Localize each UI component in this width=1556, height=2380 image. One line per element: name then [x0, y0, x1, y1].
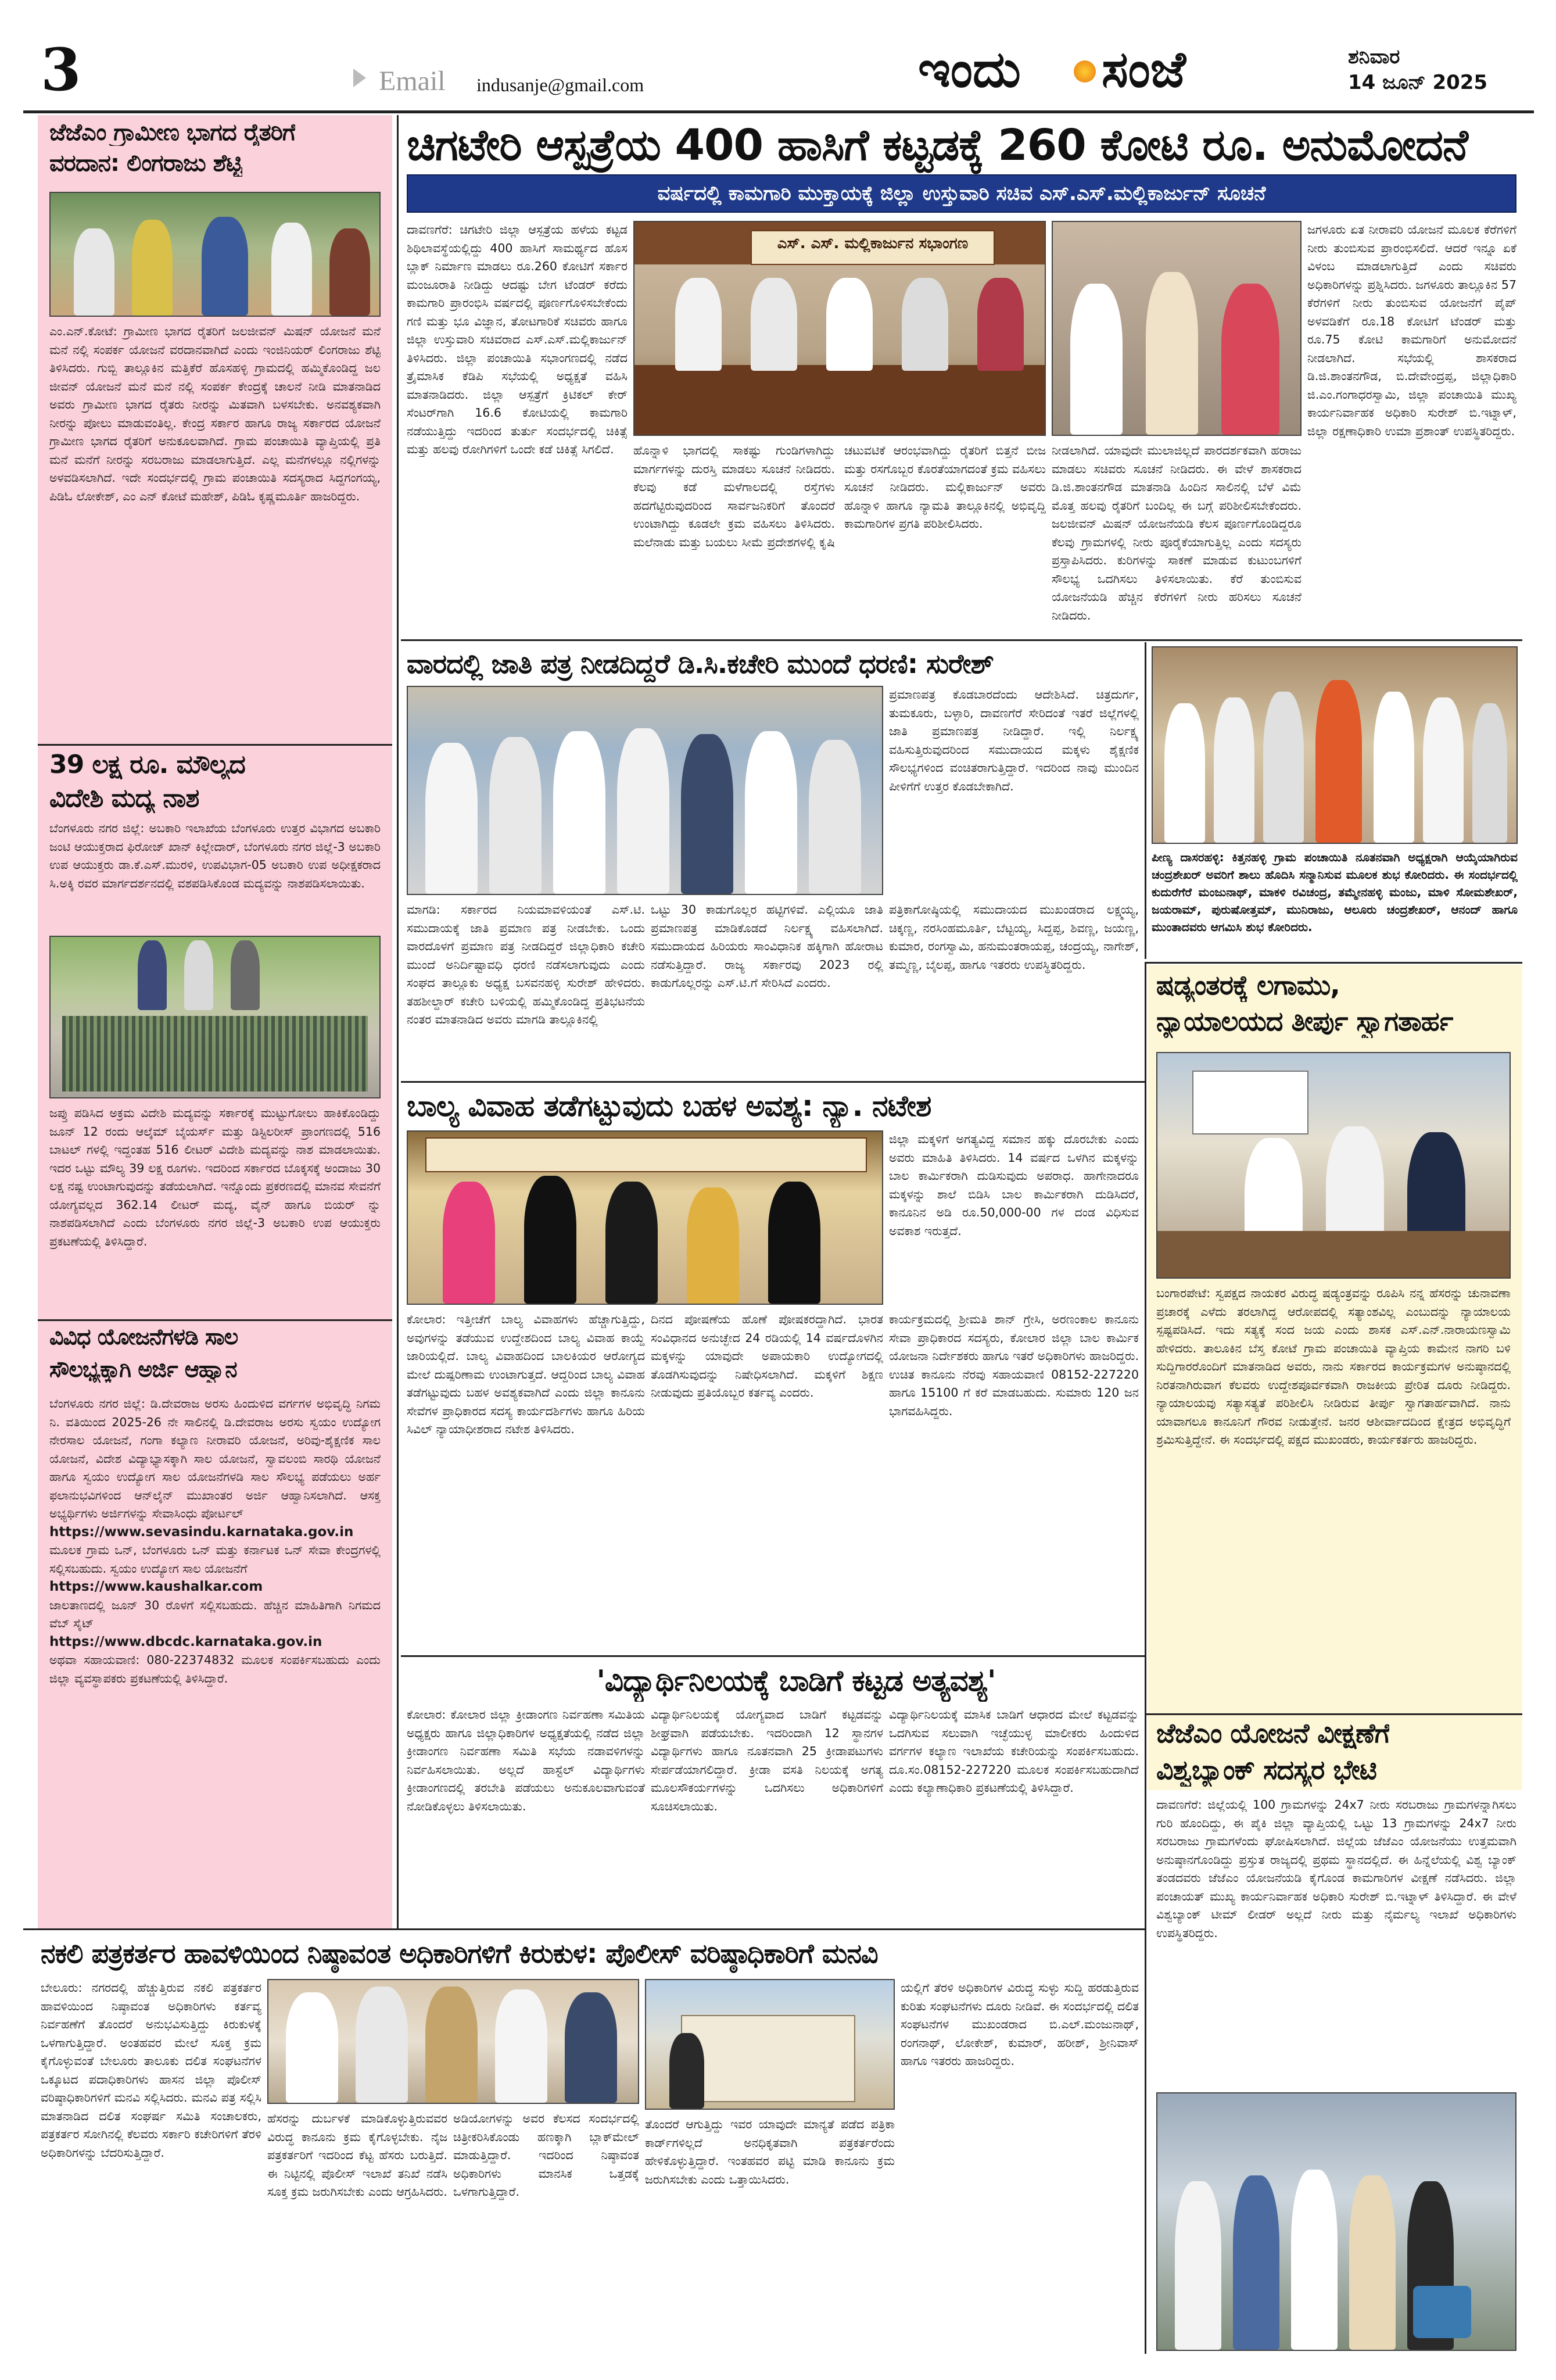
article-text: ಅಡಿಯೋಗಳನ್ನು ಅವರ ಕೆಲಸದ ಸಂದರ್ಭದಲ್ಲಿ ಚಿತ್ರೀಕರಿಸಿಕೊಂಡು ಹಣಕ್ಕಾಗಿ ಬ್ಲಾಕ್‌ಮೇಲ್ ಮಾಡುತ್ತಿದ್ದಾರೆ. ಇದರಿಂದ ನಿಷ್ಠಾವಂತ ಅಧಿಕಾರಿಗಳು ಮಾನಸಿಕ ಒತ್ತಡಕ್ಕೆ ಒಳಗಾಗುತ್ತಿದ್ದಾರೆ.: [453, 2111, 639, 2199]
photo-worldbank-visit: [1156, 2092, 1516, 2351]
article-text: ಕೋಲಾರ: ಕೋಲಾರ ಜಿಲ್ಲಾ ಕ್ರೀಡಾಂಗಣ ನಿರ್ವಹಣಾ ಸಮಿತಿಯ ಅಧ್ಯಕ್ಷರು ಹಾಗೂ ಜಿಲ್ಲಾಧಿಕಾರಿಗಳ ಅಧ್ಯಕ್ಷತೆಯಲ್ಲಿ ನಡೆದ ಜಿಲ್ಲಾ ಕ್ರೀಡಾಂಗಣ ನಿರ್ವಹಣಾ ಸಮಿತಿ ಸಭೆಯ ನಡಾವಳಿಗಳನ್ನು ನಿರ್ವಹಿಸಲಾಯಿತು. ಅಲ್ಲದೆ ಹಾಸ್ಟೆಲ್ ವಿದ್ಯಾರ್ಥಿಗಳು ಕ್ರೀಡಾಂಗಣದಲ್ಲಿ ತರಬೇತಿ ಪಡೆಯಲು ಅನುಕೂಲವಾಗುವಂತೆ ನೋಡಿಕೊಳ್ಳಲು ತಿಳಿಸಲಾಯಿತು.: [407, 1708, 645, 1813]
logo-left: ಇಂದು: [918, 41, 1021, 99]
photo-banner-text: ಎಸ್. ಎಸ್. ಮಲ್ಲಿಕಾರ್ಜುನ ಸಭಾಂಗಣ: [777, 235, 969, 252]
headline: ನ್ಯಾಯಾಲಯದ ತೀರ್ಪು ಸ್ವಾಗತಾರ್ಹ: [1156, 1005, 1453, 1037]
divider: [38, 1319, 392, 1321]
photo-kdp-meeting: [633, 221, 1046, 436]
logo-right: ಸಂಜೆ: [1102, 41, 1186, 99]
lead-headline: ಚಿಗಟೇರಿ ಆಸ್ಪತ್ರೆಯ 400 ಹಾಸಿಗೆ ಕಟ್ಟಡಕ್ಕೆ 260 ಕೋಟಿ ರೂ. ಅನುಮೋದನೆ: [407, 120, 1468, 170]
headline: ವಾರದಲ್ಲಿ ಜಾತಿ ಪತ್ರ ನೀಡದಿದ್ದರೆ ಡಿ.ಸಿ.ಕಚೇರಿ ಮುಂದೆ ಧರಣಿ: ಸುರೇಶ್: [407, 648, 994, 679]
headline: ಸೌಲಭ್ಯಕ್ಕಾಗಿ ಅರ್ಜಿ ಆಹ್ವಾನ: [49, 1357, 237, 1382]
article-text: ಜಪ್ತು ಪಡಿಸಿದ ಅಕ್ರಮ ವಿದೇಶಿ ಮದ್ಯವನ್ನು ಸರ್ಕಾರಕ್ಕೆ ಮುಟ್ಟುಗೋಲು ಹಾಕಿಕೊಂಡಿದ್ದು ಜೂನ್ 12 ರಂದು ಆಲ್ಕೆಮ್ ಬೈಯರ್ಸ್ ಮತ್ತು ಡಿಸ್ಟಿಲರೀಸ್ ಪ್ರಾಂಗಣದಲ್ಲಿ 516 ಬಾಟಲ್ ಗಳಲ್ಲಿ ಇದ್ದಂತಹ 516 ಲೀಟರ್ ವಿದೇಶಿ ಮದ್ಯವನ್ನು ನಾಶ ಮಾಡಲಾಯಿತು. ಇದರ ಒಟ್ಟು ಮೌಲ್ಯ 39 ಲಕ್ಷ ರೂಗಳು. ಇದರಿಂದ ಸರ್ಕಾರದ ಬೊಕ್ಕಸಕ್ಕೆ ಅಂದಾಜು 30 ಲಕ್ಷ ನಷ್ಟ ಉಂಟಾಗುವುದನ್ನು ತಡೆಯಲಾಗಿದೆ. ಇನ್ನೊಂದು ಪ್ರಕರಣದಲ್ಲಿ ಮಾನವ ಸೇವನೆಗೆ ಯೋಗ್ಯವಲ್ಲದ 362.14 ಲೀಟರ್ ಮದ್ಯ, ವೈನ್ ಹಾಗೂ ಬಿಯರ್ ನ್ನು ನಾಶಪಡಿಸಲಾಗಿದೆ ಎಂದು ಬೆಂಗಳೂರು ನಗರ ಜಿಲ್ಲೆ-3 ಅಬಕಾರಿ ಉಪ ಆಯುಕ್ತರು ಪ್ರಕಟಣೆಯಲ್ಲಿ ತಿಳಿಸಿದ್ದಾರೆ.: [49, 1106, 381, 1248]
article-text: ತೊಂದರೆ ಆಗುತ್ತಿದ್ದು ಇವರ ಯಾವುದೇ ಮಾನ್ಯತೆ ಪಡೆದ ಪತ್ರಿಕಾ ಕಾರ್ಡ್‌ಗಳಿಲ್ಲದೆ ಅನಧಿಕೃತವಾಗಿ ಪತ್ರಕರ್ತರೆಂದು ಹೇಳಿಕೊಳ್ಳುತ್ತಿದ್ದಾರೆ. ಇಂತಹವರ ಪಟ್ಟಿ ಮಾಡಿ ಕಾನೂನು ಕ್ರಮ ಜರುಗಿಸಬೇಕು ಎಂದು ಒತ್ತಾಯಿಸಿದರು.: [645, 2117, 895, 2186]
headline: ಜೆಜೆಎಂ ಗ್ರಾಮೀಣ ಭಾಗದ ರೈತರಿಗೆ: [49, 119, 296, 146]
headline: 'ವಿದ್ಯಾರ್ಥಿನಿಲಯಕ್ಕೆ ಬಾಡಿಗೆ ಕಟ್ಟಡ ಅತ್ಯವಶ್ಯ': [596, 1664, 996, 1698]
lead-subheadline-bar: [407, 174, 1516, 213]
email-address: indusanje@gmail.com: [476, 74, 644, 95]
link-dbcdc[interactable]: https://www.dbcdc.karnataka.gov.in: [49, 1634, 322, 1649]
divider: [401, 639, 1522, 641]
photo-felicitation: [1152, 646, 1518, 844]
article-text: ಕಾರ್ಯಕ್ರಮದಲ್ಲಿ ಶ್ರೀಮತಿ ಶಾನ್ ಗ್ರೇಸಿ, ಅರಣಂಕಾಲ ಕಾನೂನು ಸೇವಾ ಪ್ರಾಧಿಕಾರದ ಸದಸ್ಯರು, ಕೋಲಾರ ಜಿಲ್ಲಾ ಬಾಲ ಕಾರ್ಮಿಕ ಯೋಜನಾ ನಿರ್ದೇಶಕರು ಹಾಗೂ ಇತರೆ ಅಧಿಕಾರಿಗಳು ಹಾಜರಿದ್ದರು. ಉಚಿತ ಕಾನೂನು ನೆರವು ಸಹಾಯವಾಣಿ 08152-227220 ಹಾಗೂ 15100 ಗೆ ಕರೆ ಮಾಡಬಹುದು. ಸುಮಾರು 120 ಜನ ಭಾಗವಹಿಸಿದ್ದರು.: [889, 1312, 1139, 1418]
divider: [401, 1655, 1145, 1657]
photo-caption: ಪೀಣ್ಯ ದಾಸರಹಳ್ಳಿ: ಕಿತ್ತನಹಳ್ಳಿ ಗ್ರಾಮ ಪಂಚಾಯಿತಿ ನೂತನವಾಗಿ ಅಧ್ಯಕ್ಷರಾಗಿ ಆಯ್ಕೆಯಾಗಿರುವ ಚಂದ್ರಶೇಖರ್ ಅವರಿಗೆ ಶಾಲು ಹೊದಿಸಿ ಸನ್ಮಾನಿಸುವ ಮೂಲಕ ಶುಭ ಕೋರಿದರು. ಈ ಸಂದರ್ಭದಲ್ಲಿ ಕುದುರೆಗೆರೆ ಮಂಜುನಾಥ್, ಮಾಕಳಿ ರವಿಚಂದ್ರ, ತಮ್ಮೇನಹಳ್ಳಿ ಮಂಜು, ಮಾಳಿ ಸೋಮಶೇಖರ್, ಜಯರಾಮ್, ಪುರುಷೋತ್ತಮ್, ಮುನಿರಾಜು, ಆಲೂರು ಚಂದ್ರಶೇಖರ್, ಆನಂದ್ ಹಾಗೂ ಮುಂತಾದವರು ಆಗಮಿಸಿ ಶುಭ ಕೋರಿದರು.: [1152, 850, 1518, 934]
article-text: ಹೆಸರನ್ನು ದುರ್ಬಳಕೆ ಮಾಡಿಕೊಳ್ಳುತ್ತಿರುವವರ ವಿರುದ್ಧ ಕಾನೂನು ಕ್ರಮ ಕೈಗೊಳ್ಳಬೇಕು. ನೈಜ ಪತ್ರಕರ್ತರಿಗೆ ಇದರಿಂದ ಕೆಟ್ಟ ಹೆಸರು ಬರುತ್ತಿದೆ. ಈ ನಿಟ್ಟಿನಲ್ಲಿ ಪೊಲೀಸ್ ಇಲಾಖೆ ತನಿಖೆ ನಡೆಸಿ ಸೂಕ್ತ ಕ್ರಮ ಜರುಗಿಸಬೇಕು ಎಂದು ಆಗ್ರಹಿಸಿದರು.: [267, 2111, 447, 2199]
headline: ವಿದೇಶಿ ಮದ್ಯ ನಾಶ: [49, 783, 199, 813]
photo-liquor-destroyed: [49, 936, 381, 1098]
issue-day: ಶನಿವಾರ: [1348, 45, 1400, 69]
divider: [401, 1081, 1145, 1083]
article-text: ಬೆಂಗಳೂರು ನಗರ ಜಿಲ್ಲೆ: ಡಿ.ದೇವರಾಜ ಅರಸು ಹಿಂದುಳಿದ ವರ್ಗಗಳ ಅಭಿವೃದ್ಧಿ ನಿಗಮ ನಿ. ವತಿಯಿಂದ 2025-26 ನೇ ಸಾಲಿನಲ್ಲಿ ಡಿ.ದೇವರಾಜ ಅರಸು ಸ್ವಯಂ ಉದ್ಯೋಗ ನೇರಸಾಲ ಯೋಜನೆ, ಗಂಗಾ ಕಲ್ಯಾಣ ನೀರಾವರಿ ಯೋಜನೆ, ಅರಿವು-ಶೈಕ್ಷಣಿಕ ಸಾಲ ಯೋಜನೆ, ವಿದೇಶ ವಿದ್ಯಾಭ್ಯಾಸಕ್ಕಾಗಿ ಸಾಲ ಯೋಜನೆ, ಸ್ವಾವಲಂಬಿ ಸಾರಥಿ ಯೋಜನೆ ಹಾಗೂ ಸ್ವಯಂ ಉದ್ಯೋಗ ಸಾಲ ಯೋಜನೆಗಳಡಿ ಸಾಲ ಸೌಲಭ್ಯ ಪಡೆಯಲು ಅರ್ಹ ಫಲಾನುಭವಿಗಳಿಂದ ಆನ್‌ಲೈನ್ ಮುಖಾಂತರ ಅರ್ಜಿ ಆಹ್ವಾನಿಸಲಾಗಿದೆ. ಆಸಕ್ತ ಅಭ್ಯರ್ಥಿಗಳು ಅರ್ಜಿಗಳನ್ನು ಸೇವಾಸಿಂಧು ಪೋರ್ಟಲ್ https://www.sevasindu.karnataka.gov.in ಮೂಲಕ ಗ್ರಾಮ ಒನ್, ಬೆಂಗಳೂರು ಒನ್ ಮತ್ತು ಕರ್ನಾಟಕ ಒನ್ ಸೇವಾ ಕೇಂದ್ರಗಳಲ್ಲಿ ಸಲ್ಲಿಸಬಹುದು. ಸ್ವಯಂ ಉದ್ಯೋಗ ಸಾಲ ಯೋಜನೆಗೆ https://www.kaushalkar.com ಜಾಲತಾಣದಲ್ಲಿ ಜೂನ್ 30 ರೊಳಗೆ ಸಲ್ಲಿಸಬಹುದು. ಹೆಚ್ಚಿನ ಮಾಹಿತಿಗಾಗಿ ನಿಗಮದ ವೆಬ್ ಸೈಟ್ https://www.dbcdc.karnataka.gov.in ಅಥವಾ ಸಹಾಯವಾಣಿ: 080-22374832 ಮೂಲಕ ಸಂಪರ್ಕಿಸಬಹುದು ಎಂದು ಜಿಲ್ಲಾ ವ್ಯವಸ್ಥಾಪಕರು ಪ್ರಕಟಣೆಯಲ್ಲಿ ತಿಳಿಸಿದ್ದಾರೆ.: [49, 1397, 381, 1685]
lead-subheadline: ವರ್ಷದಲ್ಲಿ ಕಾಮಗಾರಿ ಮುಕ್ತಾಯಕ್ಕೆ ಜಿಲ್ಲಾ ಉಸ್ತುವಾರಿ ಸಚಿವ ಎಸ್.ಎಸ್.ಮಲ್ಲಿಕಾರ್ಜುನ್ ಸೂಚನೆ: [657, 182, 1266, 205]
logo: [906, 41, 1232, 105]
headline: ಷಡ್ಯಂತರಕ್ಕೆ ಲಗಾಮು,: [1156, 969, 1340, 1001]
article-text: ದಾವಣಗೆರೆ: ಜಿಲ್ಲೆಯಲ್ಲಿ 100 ಗ್ರಾಮಗಳನ್ನು 24x7 ನೀರು ಸರಬರಾಜು ಗ್ರಾಮಗಳನ್ನಾಗಿಸಲು ಗುರಿ ಹೊಂದಿದ್ದು, ಈ ಪೈಕಿ ಜಿಲ್ಲಾ ವ್ಯಾಪ್ತಿಯಲ್ಲಿ ಒಟ್ಟು 13 ಗ್ರಾಮಗಳನ್ನು 24x7 ನೀರು ಸರಬರಾಜು ಗ್ರಾಮಗಳೆಂದು ಘೋಷಿಸಲಾಗಿದೆ. ಜಿಲ್ಲೆಯ ಜೆಜೆಎಂ ಯೋಜನೆಯು ಉತ್ತಮವಾಗಿ ಅನುಷ್ಠಾನಗೊಂಡಿದ್ದು ಪ್ರಸ್ತುತ ರಾಜ್ಯದಲ್ಲಿ ಪ್ರಥಮ ಸ್ಥಾನದಲ್ಲಿದೆ. ಈ ಹಿನ್ನೆಲೆಯಲ್ಲಿ ವಿಶ್ವ ಬ್ಯಾಂಕ್ ತಂಡದವರು ಜೆಜೆಎಂ ಯೋಜನೆಯಡಿ ಕೈಗೊಂಡ ಕಾಮಗಾರಿಗಳ ವೀಕ್ಷಣೆ ನಡೆಸಿದರು. ಜಿಲ್ಲಾ ಪಂಚಾಯತ್ ಮುಖ್ಯ ಕಾರ್ಯನಿರ್ವಾಹಕ ಅಧಿಕಾರಿ ಸುರೇಶ್ ಬಿ.ಇಟ್ನಾಳ್ ತಿಳಿಸಿದ್ದಾರೆ. ಈ ವೇಳೆ ವಿಶ್ವಬ್ಯಾಂಕ್ ಟೀಮ್ ಲೀಡರ್ ಅಲ್ಲದೆ ನೀರು ಮತ್ತು ನೈರ್ಮಲ್ಯ ಇಲಾಖೆ ಅಧಿಕಾರಿಗಳು ಉಪಸ್ಥಿತರಿದ್ದರು.: [1156, 1798, 1516, 1940]
column-divider: [397, 115, 399, 1928]
article-text: ವಿದ್ಯಾರ್ಥಿನಿಲಯಕ್ಕೆ ಯೋಗ್ಯವಾದ ಬಾಡಿಗೆ ಕಟ್ಟಡವನ್ನು ಶೀಘ್ರವಾಗಿ ಪಡೆಯಬೇಕು. ಇದರಿಂದಾಗಿ 12 ಸ್ಥಾನಗಳ ವಿದ್ಯಾರ್ಥಿಗಳು ಹಾಗೂ ನೂತನವಾಗಿ 25 ಕ್ರೀಡಾಪಟುಗಳು ಸೇರ್ಪಡೆಯಾಗಲಿದ್ದಾರೆ. ಕ್ರೀಡಾ ವಸತಿ ನಿಲಯಕ್ಕೆ ಅಗತ್ಯ ಮೂಲಸೌಕರ್ಯಗಳನ್ನು ಒದಗಿಸಲು ಅಧಿಕಾರಿಗಳಿಗೆ ಸೂಚಿಸಲಾಯಿತು.: [651, 1708, 883, 1813]
photo-officials: [1052, 221, 1302, 436]
article-text: ಬೆಂಗಳೂರು ನಗರ ಜಿಲ್ಲೆ: ಅಬಕಾರಿ ಇಲಾಖೆಯ ಬೆಂಗಳೂರು ಉತ್ತರ ವಿಭಾಗದ ಅಬಕಾರಿ ಜಂಟಿ ಆಯುಕ್ತರಾದ ಫಿರೋಜ್ ಖಾನ್ ಕಿಲ್ಲೇದಾರ್, ಬೆಂಗಳೂರು ನಗರ ಜಿಲ್ಲೆ-3 ಅಬಕಾರಿ ಉಪ ಆಯುಕ್ತರು ಡಾ.ಕೆ.ಎಸ್.ಮುರಳಿ, ಉಪವಿಭಾಗ-05 ಅಬಕಾರಿ ಉಪ ಅಧೀಕ್ಷಕರಾದ ಸಿ.ಅಕ್ಕಿ ರವರ ಮಾರ್ಗದರ್ಶನದಲ್ಲಿ ವಶಪಡಿಸಿಕೊಂಡ ಮದ್ಯವನ್ನು ನಾಶಪಡಿಸಲಾಯಿತು.: [49, 821, 381, 890]
photo-building: [645, 1979, 895, 2110]
article-text: ಬೇಲೂರು: ನಗರದಲ್ಲಿ ಹೆಚ್ಚುತ್ತಿರುವ ನಕಲಿ ಪತ್ರಕರ್ತರ ಹಾವಳಿಯಿಂದ ನಿಷ್ಠಾವಂತ ಅಧಿಕಾರಿಗಳು ಕರ್ತವ್ಯ ನಿರ್ವಹಣೆಗೆ ತೊಂದರೆ ಅನುಭವಿಸುತ್ತಿದ್ದು ಕಿರುಕುಳಕ್ಕೆ ಒಳಗಾಗುತ್ತಿದ್ದಾರೆ. ಅಂತಹವರ ಮೇಲೆ ಸೂಕ್ತ ಕ್ರಮ ಕೈಗೊಳ್ಳುವಂತೆ ಬೇಲೂರು ತಾಲೂಕು ದಲಿತ ಸಂಘಟನೆಗಳ ಒಕ್ಕೂಟದ ಪದಾಧಿಕಾರಿಗಳು ಹಾಸನ ಜಿಲ್ಲಾ ಪೊಲೀಸ್ ವರಿಷ್ಠಾಧಿಕಾರಿಗಳಿಗೆ ಮನವಿ ಸಲ್ಲಿಸಿದರು. ಮನವಿ ಪತ್ರ ಸಲ್ಲಿಸಿ ಮಾತನಾಡಿದ ದಲಿತ ಸಂಘರ್ಷ ಸಮಿತಿ ಸಂಚಾಲಕರು, ಪತ್ರಕರ್ತರ ಸೋಗಿನಲ್ಲಿ ಕೆಲವರು ಸರ್ಕಾರಿ ಕಚೇರಿಗಳಿಗೆ ತೆರಳಿ ಅಧಿಕಾರಿಗಳನ್ನು ಬೆದರಿಸುತ್ತಿದ್ದಾರೆ.: [41, 1981, 261, 2160]
article-text: ಪತ್ರಿಕಾಗೋಷ್ಠಿಯಲ್ಲಿ ಸಮುದಾಯದ ಮುಖಂಡರಾದ ಲಕ್ಷ್ಮಯ್ಯ, ಚಿಕ್ಕಣ್ಣ, ನರಸಿಂಹಮೂರ್ತಿ, ಬೆಟ್ಟಯ್ಯ, ಸಿದ್ದಪ್ಪ, ಶಿವಣ್ಣ, ಜಯಣ್ಣ, ಕುಮಾರ, ರಂಗಸ್ವಾಮಿ, ಹನುಮಂತರಾಯಪ್ಪ, ಚಂದ್ರಯ್ಯ, ನಾಗೇಶ್, ತಮ್ಮಣ್ಣ, ಬೈಲಪ್ಪ, ಹಾಗೂ ಇತರರು ಉಪಸ್ಥಿತರಿದ್ದರು.: [889, 903, 1139, 972]
headline: ವಿಶ್ವಬ್ಯಾಂಕ್ ಸದಸ್ಯರ ಭೇಟಿ: [1156, 1754, 1376, 1785]
headline: ನಕಲಿ ಪತ್ರಕರ್ತರ ಹಾವಳಿಯಿಂದ ನಿಷ್ಠಾವಂತ ಅಧಿಕಾರಿಗಳಿಗೆ ಕಿರುಕುಳ: ಪೊಲೀಸ್ ವರಿಷ್ಠಾಧಿಕಾರಿಗೆ ಮನವಿ: [41, 1938, 878, 1969]
article-text: ಎಂ.ಎನ್.ಕೋಟೆ: ಗ್ರಾಮೀಣ ಭಾಗದ ರೈತರಿಗೆ ಜಲಜೀವನ್ ಮಿಷನ್ ಯೋಜನೆ ಮನೆ ಮನೆ ನಲ್ಲಿ ಸಂಪರ್ಕ ಯೋಜನೆ ವರದಾನವಾಗಿದೆ ಎಂದು ಇಂಜಿನಿಯರ್ ಲಿಂಗರಾಜು ಶೆಟ್ಟಿ ತಿಳಿಸಿದರು. ಗುಬ್ಬಿ ತಾಲ್ಲೂಕಿನ ಮತ್ತಿಕೆರೆ ಹೊಸಹಳ್ಳಿ ಗ್ರಾಮದಲ್ಲಿ ಹಮ್ಮಿಕೊಂಡಿದ್ದ ಜಲ ಜೀವನ್ ಯೋಜನೆ ಮನೆ ಮನೆ ನಲ್ಲಿ ಸಂಪರ್ಕ ಕೇಂದ್ರಕ್ಕೆ ಚಾಲನೆ ನೀಡಿ ಮಾತನಾಡಿದ ಅವರು ಗ್ರಾಮೀಣ ಭಾಗದ ರೈತರು ನೀರನ್ನು ಮಿತವಾಗಿ ಬಳಸಬೇಕು. ಅನವಶ್ಯಕವಾಗಿ ನೀರನ್ನು ಪೋಲು ಮಾಡುವಂತಿಲ್ಲ. ಕೇಂದ್ರ ಸರ್ಕಾರ ಹಾಗೂ ರಾಜ್ಯ ಸರ್ಕಾರದ ಯೋಜನೆ ಗ್ರಾಮೀಣ ಭಾಗದ ರೈತರಿಗೆ ಅನುಕೂಲವಾಗಿದೆ. ಗ್ರಾಮ ಪಂಚಾಯಿತಿ ವ್ಯಾಪ್ತಿಯಲ್ಲಿ ಪ್ರತಿ ಮನೆ ಮನೆಗೆ ನೀರನ್ನು ಸರಬರಾಜು ಮಾಡಲಾಗುತ್ತಿದೆ. ಎಲ್ಲ ಮನೆಗಳಲ್ಲೂ ನಲ್ಲಿಗಳನ್ನು ಅಳವಡಿಸಲಾಗಿದೆ. ಇದೇ ಸಂದರ್ಭದಲ್ಲಿ ಗ್ರಾಮ ಪಂಚಾಯಿತಿ ಸದಸ್ಯರಾದ ಸಿದ್ದಗಂಗಯ್ಯ, ಪಿಡಿಓ ಲೋಕೇಶ್, ಎಂ ಎನ್ ಕೋಟೆ ಮಹೇಶ್, ಪಿಡಿಓ ಕೃಷ್ಣಮೂರ್ತಿ ಹಾಜರಿದ್ದರು.: [49, 324, 381, 503]
link-sevasindu[interactable]: https://www.sevasindu.karnataka.gov.in: [49, 1524, 354, 1540]
photo-protest: [407, 686, 883, 895]
photo-court: [1156, 1052, 1511, 1279]
arrow-icon: [353, 69, 366, 87]
masthead-rule: [23, 110, 1534, 113]
article-text: ನೀಡಲಾಗಿದೆ. ಯಾವುದೇ ಮುಲಾಜಿಲ್ಲದೆ ಪಾರದರ್ಶಕವಾಗಿ ಹರಾಜು ಮಾಡಲು ಸಚಿವರು ಸೂಚನೆ ನೀಡಿದರು. ಈ ವೇಳೆ ಶಾಸಕರಾದ ಡಿ.ಜಿ.ಶಾಂತನಗೌಡ ಮಾತನಾಡಿ ಹಿಂದಿನ ಸಾಲಿನಲ್ಲಿ ಬೆಳೆ ವಿಮೆ ಮೊತ್ತ ಹಲವು ರೈತರಿಗೆ ಬಂದಿಲ್ಲ ಈ ಬಗ್ಗೆ ಪರಿಶೀಲಿಸಬೇಕೆಂದರು. ಜಲಜೀವನ್ ಮಿಷನ್ ಯೋಜನೆಯಡಿ ಕೆಲಸ ಪೂರ್ಣಗೊಂಡಿದ್ದರೂ ಕೆಲವು ಗ್ರಾಮಗಳಲ್ಲಿ ನೀರು ಪೂರೈಕೆಯಾಗುತ್ತಿಲ್ಲ ಎಂದು ಸದಸ್ಯರು ಪ್ರಸ್ತಾಪಿಸಿದರು. ಕುರಿಗಳನ್ನು ಸಾಕಣೆ ಮಾಡುವ ಕುಟುಂಬಗಳಿಗೆ ಸೌಲಭ್ಯ ಒದಗಿಸಲು ತಿಳಿಸಲಾಯಿತು. ಕೆರೆ ತುಂಬಿಸುವ ಯೋಜನೆಯಡಿ ಹೆಚ್ಚಿನ ಕೆರೆಗಳಿಗೆ ನೀರು ಹರಿಸಲು ಸೂಚನೆ ನೀಡಿದರು.: [1052, 443, 1302, 622]
article-text: ವಿದ್ಯಾರ್ಥಿನಿಲಯಕ್ಕೆ ಮಾಸಿಕ ಬಾಡಿಗೆ ಆಧಾರದ ಮೇಲೆ ಕಟ್ಟಡವನ್ನು ಒದಗಿಸುವ ಸಲುವಾಗಿ ಇಚ್ಛೆಯುಳ್ಳ ಮಾಲೀಕರು ಹಿಂದುಳಿದ ವರ್ಗಗಳ ಕಲ್ಯಾಣ ಇಲಾಖೆಯ ಕಚೇರಿಯನ್ನು ಸಂಪರ್ಕಿಸಬಹುದು. ದೂ.ಸಂ.08152-227220 ಮೂಲಕ ಸಂಪರ್ಕಿಸಬಹುದಾಗಿದೆ ಎಂದು ಕಲ್ಯಾಣಾಧಿಕಾರಿ ಪ್ರಕಟಣೆಯಲ್ಲಿ ತಿಳಿಸಿದ್ದಾರೆ.: [889, 1708, 1139, 1795]
divider: [38, 744, 392, 746]
email-label: Email: [379, 66, 446, 96]
article-text: ದಿನದ ಪೋಷಣೆಯ ಹೊಣೆ ಪೋಷಕರದ್ದಾಗಿದೆ. ಭಾರತ ಸಂವಿಧಾನದ ಅನುಚ್ಛೇದ 24 ರಡಿಯಲ್ಲಿ 14 ವರ್ಷದೊಳಗಿನ ಮಕ್ಕಳನ್ನು ಯಾವುದೇ ಅಪಾಯಕಾರಿ ಉದ್ಯೋಗದಲ್ಲಿ ತೊಡಗಿಸುವುದನ್ನು ನಿಷೇಧಿಸಲಾಗಿದೆ. ಮಕ್ಕಳಿಗೆ ಶಿಕ್ಷಣ ನೀಡುವುದು ಪ್ರತಿಯೊಬ್ಬರ ಕರ್ತವ್ಯ ಎಂದರು.: [651, 1312, 883, 1400]
photo-police-memorandum: [267, 1979, 639, 2104]
headline: 39 ಲಕ್ಷ ರೂ. ಮೌಲ್ಯದ: [49, 750, 245, 779]
photo-lamp-lighting: [407, 1130, 883, 1305]
divider: [1145, 1713, 1522, 1715]
headline: ವಿವಿಧ ಯೋಜನೆಗಳಡಿ ಸಾಲ: [49, 1324, 238, 1350]
photo-jjm-event: [49, 192, 381, 317]
article-text: ಯಲ್ಲಿಗೆ ತೆರಳಿ ಅಧಿಕಾರಿಗಳ ವಿರುದ್ಧ ಸುಳ್ಳು ಸುದ್ದಿ ಹರಡುತ್ತಿರುವ ಕುರಿತು ಸಂಘಟನೆಗಳು ದೂರು ನೀಡಿವೆ. ಈ ಸಂದರ್ಭದಲ್ಲಿ ದಲಿತ ಸಂಘಟನೆಗಳ ಮುಖಂಡರಾದ ಬಿ.ಎಲ್.ಮಂಜುನಾಥ್, ರಂಗನಾಥ್, ಲೋಕೇಶ್, ಕುಮಾರ್, ಹರೀಶ್, ಶ್ರೀನಿವಾಸ್ ಹಾಗೂ ಇತರರು ಹಾಜರಿದ್ದರು.: [901, 1981, 1139, 2068]
divider: [1145, 962, 1522, 964]
link-kaushalkar[interactable]: https://www.kaushalkar.com: [49, 1579, 263, 1594]
article-text: ಜಗಳೂರು ಏತ ನೀರಾವರಿ ಯೋಜನೆ ಮೂಲಕ ಕೆರೆಗಳಿಗೆ ನೀರು ತುಂಬಿಸುವ ಪ್ರಾರಂಭಿಸಲಿದೆ. ಆದರೆ ಇನ್ನೂ ಏಕೆ ವಿಳಂಬ ಮಾಡಲಾಗುತ್ತಿದೆ ಎಂದು ಸಚಿವರು ಅಧಿಕಾರಿಗಳನ್ನು ಪ್ರಶ್ನಿಸಿದರು. ಜಗಳೂರು ತಾಲ್ಲೂಕಿನ 57 ಕೆರೆಗಳಿಗೆ ನೀರು ತುಂಬಿಸುವ ಯೋಜನೆಗೆ ಪೈಪ್ ಅಳವಡಿಕೆಗೆ ರೂ.18 ಕೋಟಿಗೆ ಟೆಂಡರ್ ಮತ್ತು ರೂ.75 ಕೋಟಿ ಕಾಮಗಾರಿಗೆ ಅನುಮೋದನೆ ನೀಡಲಾಗಿದೆ. ಸಭೆಯಲ್ಲಿ ಶಾಸಕರಾದ ಡಿ.ಜಿ.ಶಾಂತನಗೌಡ, ಬಿ.ದೇವೇಂದ್ರಪ್ಪ, ಜಿಲ್ಲಾಧಿಕಾರಿ ಜಿ.ಎಂ.ಗಂಗಾಧರಸ್ವಾಮಿ, ಜಿಲ್ಲಾ ಪಂಚಾಯಿತಿ ಮುಖ್ಯ ಕಾರ್ಯನಿರ್ವಾಹಕ ಅಧಿಕಾರಿ ಸುರೇಶ್ ಬಿ.ಇಟ್ನಾಳ್, ಜಿಲ್ಲಾ ರಕ್ಷಣಾಧಿಕಾರಿ ಉಮಾ ಪ್ರಶಾಂತ್ ಉಪಸ್ಥಿತರಿದ್ದರು.: [1307, 223, 1516, 438]
column-divider: [1145, 962, 1146, 2354]
sun-icon: [1074, 60, 1096, 83]
headline: ಜೆಜೆಎಂ ಯೋಜನೆ ವೀಕ್ಷಣೆಗೆ: [1156, 1717, 1390, 1749]
page-number: 3: [41, 35, 81, 104]
article-text: ಒಟ್ಟು 30 ಕಾಡುಗೊಲ್ಲರ ಹಟ್ಟಿಗಳಿವೆ. ಎಲ್ಲಿಯೂ ಜಾತಿ ಪ್ರಮಾಣಪತ್ರ ಮಾಡಿಕೊಡದೆ ನಿರ್ಲಕ್ಷ್ಯ ವಹಿಸಲಾಗಿದೆ. ಸಮುದಾಯದ ಹಿರಿಯರು ಸಾಂವಿಧಾನಿಕ ಹಕ್ಕಿಗಾಗಿ ಹೋರಾಟ ನಡೆಸುತ್ತಿದ್ದಾರೆ. ರಾಜ್ಯ ಸರ್ಕಾರವು 2023 ರಲ್ಲಿ ಕಾಡುಗೊಲ್ಲರನ್ನು ಎಸ್.ಟಿ.ಗೆ ಸೇರಿಸಿದೆ ಎಂದರು.: [651, 903, 883, 990]
headline: ವರದಾನ: ಲಿಂಗರಾಜು ಶೆಟ್ಟಿ: [49, 150, 243, 177]
issue-date: 14 ಜೂನ್ 2025: [1348, 71, 1488, 94]
article-text: ಮಾಗಡಿ: ಸರ್ಕಾರದ ನಿಯಮಾವಳಿಯಂತೆ ಎಸ್.ಟಿ. ಸಮುದಾಯಕ್ಕೆ ಜಾತಿ ಪ್ರಮಾಣ ಪತ್ರ ನೀಡಬೇಕು. ಒಂದು ವಾರದೊಳಗೆ ಪ್ರಮಾಣ ಪತ್ರ ನೀಡದಿದ್ದರೆ ಜಿಲ್ಲಾಧಿಕಾರಿ ಕಚೇರಿ ಮುಂದೆ ಅನಿರ್ದಿಷ್ಟಾವಧಿ ಧರಣಿ ನಡೆಸಲಾಗುವುದು ಎಂದು ಸಂಘದ ತಾಲ್ಲೂಕು ಅಧ್ಯಕ್ಷ ಬಸವನಹಳ್ಳಿ ಸುರೇಶ್ ಹೇಳಿದರು. ತಹಶೀಲ್ದಾರ್ ಕಚೇರಿ ಬಳಿಯಲ್ಲಿ ಹಮ್ಮಿಕೊಂಡಿದ್ದ ಪ್ರತಿಭಟನೆಯ ನಂತರ ಮಾತನಾಡಿದ ಅವರು ಮಾಗಡಿ ತಾಲ್ಲೂಕಿನಲ್ಲಿ: [407, 903, 645, 1026]
article-text: ದಾವಣಗೆರೆ: ಚಿಗಟೇರಿ ಜಿಲ್ಲಾ ಆಸ್ಪತ್ರೆಯ ಹಳೆಯ ಕಟ್ಟಡ ಶಿಥಿಲಾವಸ್ಥೆಯಲ್ಲಿದ್ದು 400 ಹಾಸಿಗೆ ಸಾಮರ್ಥ್ಯದ ಹೊಸ ಬ್ಲಾಕ್ ನಿರ್ಮಾಣ ಮಾಡಲು ರೂ.260 ಕೋಟಿಗೆ ಸರ್ಕಾರ ಮಂಜೂರಾತಿ ನೀಡಿದ್ದು ಆದಷ್ಟು ಬೇಗ ಟೆಂಡರ್ ಕರೆದು ಕಾಮಗಾರಿ ಪ್ರಾರಂಭಿಸಿ ವರ್ಷದಲ್ಲಿ ಪೂರ್ಣಗೊಳಿಸಬೇಕೆಂದು ಗಣಿ ಮತ್ತು ಭೂ ವಿಜ್ಞಾನ, ತೋಟಗಾರಿಕೆ ಸಚಿವರು ಹಾಗೂ ಜಿಲ್ಲಾ ಉಸ್ತುವಾರಿ ಸಚಿವರಾದ ಎಸ್.ಎಸ್.ಮಲ್ಲಿಕಾರ್ಜುನ್ ತಿಳಿಸಿದರು. ಜಿಲ್ಲಾ ಪಂಚಾಯಿತಿ ಸಭಾಂಗಣದಲ್ಲಿ ನಡೆದ ತ್ರೈಮಾಸಿಕ ಕೆಡಿಪಿ ಸಭೆಯಲ್ಲಿ ಅಧ್ಯಕ್ಷತೆ ವಹಿಸಿ ಮಾತನಾಡಿದರು. ಜಿಲ್ಲಾ ಆಸ್ಪತ್ರೆಗೆ ಕ್ರಿಟಿಕಲ್ ಕೇರ್ ಸೆಂಟರ್‌ಗಾಗಿ 16.6 ಕೋಟಿಯಲ್ಲಿ ಕಾಮಗಾರಿ ನಡೆಯುತ್ತಿದ್ದು ಇದರಿಂದ ತುರ್ತು ಸಂದರ್ಭದಲ್ಲಿ ಚಿಕಿತ್ಸೆ ಮತ್ತು ಹಲವು ರೋಗಿಗಳಿಗೆ ಒಂದೇ ಕಡೆ ಚಿಕಿತ್ಸೆ ಸಿಗಲಿದೆ.: [407, 223, 628, 456]
article-text: ಹೊನ್ನಾಳಿ ಭಾಗದಲ್ಲಿ ಸಾಕಷ್ಟು ಗುಂಡಿಗಳಾಗಿದ್ದು ಮಾರ್ಗಗಳನ್ನು ದುರಸ್ತಿ ಮಾಡಲು ಸೂಚನೆ ನೀಡಿದರು. ಕೆಲವು ಕಡೆ ಮಳೆಗಾಲದಲ್ಲಿ ರಸ್ತೆಗಳು ಹದಗೆಟ್ಟಿರುವುದರಿಂದ ಸಾರ್ವಜನಿಕರಿಗೆ ತೊಂದರೆ ಉಂಟಾಗಿದ್ದು ಕೂಡಲೇ ಕ್ರಮ ವಹಿಸಲು ತಿಳಿಸಿದರು. ಮಲೆನಾಡು ಮತ್ತು ಬಯಲು ಸೀಮೆ ಪ್ರದೇಶಗಳಲ್ಲಿ ಕೃಷಿ ಚಟುವಟಿಕೆ ಆರಂಭವಾಗಿದ್ದು ರೈತರಿಗೆ ಬಿತ್ತನೆ ಬೀಜ ಮತ್ತು ರಸಗೊಬ್ಬರ ಕೊರತೆಯಾಗದಂತೆ ಕ್ರಮ ವಹಿಸಲು ಸೂಚನೆ ನೀಡಿದರು. ಮಲ್ಲಿಕಾರ್ಜುನ್ ಅವರು ಹೊನ್ನಾಳಿ ಹಾಗೂ ನ್ಯಾಮತಿ ತಾಲ್ಲೂಕಿನಲ್ಲಿ ಅಭಿವೃದ್ದಿ ಕಾಮಗಾರಿಗಳ ಪ್ರಗತಿ ಪರಿಶೀಲಿಸಿದರು.: [633, 443, 1046, 549]
article-text: ಪ್ರಮಾಣಪತ್ರ ಕೊಡಬಾರದೆಂದು ಆದೇಶಿಸಿದೆ. ಚಿತ್ರದುರ್ಗ, ತುಮಕೂರು, ಬಳ್ಳಾರಿ, ದಾವಣಗೆರೆ ಸೇರಿದಂತೆ ಇತರೆ ಜಿಲ್ಲೆಗಳಲ್ಲಿ ಜಾತಿ ಪ್ರಮಾಣಪತ್ರ ನೀಡಿದ್ದಾರೆ. ಇಲ್ಲಿ ನಿರ್ಲಕ್ಷ್ಯ ವಹಿಸುತ್ತಿರುವುದರಿಂದ ಸಮುದಾಯದ ಮಕ್ಕಳು ಶೈಕ್ಷಣಿಕ ಸೌಲಭ್ಯಗಳಿಂದ ವಂಚಿತರಾಗುತ್ತಿದ್ದಾರೆ. ಇದರಿಂದ ನಾವು ಮುಂದಿನ ಪೀಳಿಗೆಗೆ ಉತ್ತರ ಕೊಡಬೇಕಾಗಿದೆ.: [889, 688, 1139, 793]
column-divider: [1145, 642, 1146, 959]
headline: ಬಾಲ್ಯ ವಿವಾಹ ತಡೆಗಟ್ಟುವುದು ಬಹಳ ಅವಶ್ಯ: ನ್ಯಾ. ನಟೇಶ: [407, 1089, 931, 1123]
article-text: ಬಂಗಾರಪೇಟೆ: ಸ್ವಪಕ್ಷದ ನಾಯಕರ ವಿರುದ್ಧ ಷಡ್ಯಂತ್ರವನ್ನು ರೂಪಿಸಿ ನನ್ನ ಹೆಸರನ್ನು ಚುನಾವಣಾ ಪ್ರಚಾರಕ್ಕೆ ಎಳೆದು ತರಲಾಗಿದ್ದ ಆರೋಪದಲ್ಲಿ ಸತ್ಯಾಂಶವಿಲ್ಲ ಎಂಬುದನ್ನು ನ್ಯಾಯಾಲಯ ಸ್ಪಷ್ಟಪಡಿಸಿದೆ. ಇದು ಸತ್ಯಕ್ಕೆ ಸಂದ ಜಯ ಎಂದು ಶಾಸಕ ಎಸ್.ಎನ್.ನಾರಾಯಣಸ್ವಾಮಿ ಹೇಳಿದರು. ತಾಲೂಕಿನ ಬೆಸ್ತ ಕೋಟೆ ಗ್ರಾಮ ಪಂಚಾಯಿತಿ ವ್ಯಾಪ್ತಿಯ ಕಾಮೇನ ನಾಗರಿ ಬಳಿ ಸುದ್ದಿಗಾರರೊಂದಿಗೆ ಮಾತನಾಡಿದ ಅವರು, ನಾನು ಸರ್ಕಾರದ ಕಾರ್ಯಕ್ರಮಗಳ ಅನುಷ್ಠಾನದಲ್ಲಿ ನಿರತನಾಗಿರುವಾಗ ಕೆಲವರು ಉದ್ದೇಶಪೂರ್ವಕವಾಗಿ ರಾಜಕೀಯ ಪ್ರೇರಿತ ದೂರು ನೀಡಿದ್ದರು. ನ್ಯಾಯಾಲಯವು ಸತ್ಯಾಸತ್ಯತೆ ಪರಿಶೀಲಿಸಿ ನೀಡಿರುವ ತೀರ್ಪು ಸ್ವಾಗತಾರ್ಹವಾಗಿದೆ. ನಾನು ಯಾವಾಗಲೂ ಕಾನೂನಿಗೆ ಗೌರವ ನೀಡುತ್ತೇನೆ. ಜನರ ಆಶೀರ್ವಾದದಿಂದ ಕ್ಷೇತ್ರದ ಅಭಿವೃದ್ಧಿಗೆ ಶ್ರಮಿಸುತ್ತಿದ್ದೇನೆ. ಈ ಸಂದರ್ಭದಲ್ಲಿ ಪಕ್ಷದ ಮುಖಂಡರು, ಕಾರ್ಯಕರ್ತರು ಹಾಜರಿದ್ದರು.: [1156, 1286, 1511, 1447]
divider: [23, 1928, 1146, 1930]
article-text: ಜಿಲ್ಲಾ ಮಕ್ಕಳಿಗೆ ಅಗತ್ಯವಿದ್ದ ಸಮಾನ ಹಕ್ಕು ದೊರಬೇಕು ಎಂದು ಅವರು ಮಾಹಿತಿ ತಿಳಿಸಿದರು. 14 ವರ್ಷದ ಒಳಗಿನ ಮಕ್ಕಳನ್ನು ಬಾಲ ಕಾರ್ಮಿಕರಾಗಿ ದುಡಿಸುವುದು ಅಪರಾಧ. ಹಾಗೇನಾದರೂ ಮಕ್ಕಳನ್ನು ಶಾಲೆ ಬಿಡಿಸಿ ಬಾಲ ಕಾರ್ಮಿಕರಾಗಿ ದುಡಿಸಿದರೆ, ಕಾನೂನಿನ ಅಡಿ ರೂ.50,000-00 ಗಳ ದಂಡ ವಿಧಿಸುವ ಅವಕಾಶ ಇರುತ್ತದೆ.: [889, 1132, 1139, 1238]
article-text: ಕೋಲಾರ: ಇತ್ತೀಚೆಗೆ ಬಾಲ್ಯ ವಿವಾಹಗಳು ಹೆಚ್ಚಾಗುತ್ತಿದ್ದು, ಅವುಗಳನ್ನು ತಡೆಯುವ ಉದ್ದೇಶದಿಂದ ಬಾಲ್ಯ ವಿವಾಹ ಕಾಯ್ದೆ ಜಾರಿಯಲ್ಲಿದೆ. ಬಾಲ್ಯ ವಿವಾಹದಿಂದ ಬಾಲಕಿಯರ ಆರೋಗ್ಯದ ಮೇಲೆ ದುಷ್ಪರಿಣಾಮ ಉಂಟಾಗುತ್ತದೆ. ಆದ್ದರಿಂದ ಬಾಲ್ಯ ವಿವಾಹ ತಡೆಗಟ್ಟುವುದು ಬಹಳ ಅವಶ್ಯಕವಾಗಿದೆ ಎಂದು ಜಿಲ್ಲಾ ಕಾನೂನು ಸೇವೆಗಳ ಪ್ರಾಧಿಕಾರದ ಸದಸ್ಯ ಕಾರ್ಯದರ್ಶಿಗಳು ಹಾಗೂ ಹಿರಿಯ ಸಿವಿಲ್ ನ್ಯಾಯಾಧೀಶರಾದ ನಟೇಶ ತಿಳಿಸಿದರು.: [407, 1312, 645, 1436]
